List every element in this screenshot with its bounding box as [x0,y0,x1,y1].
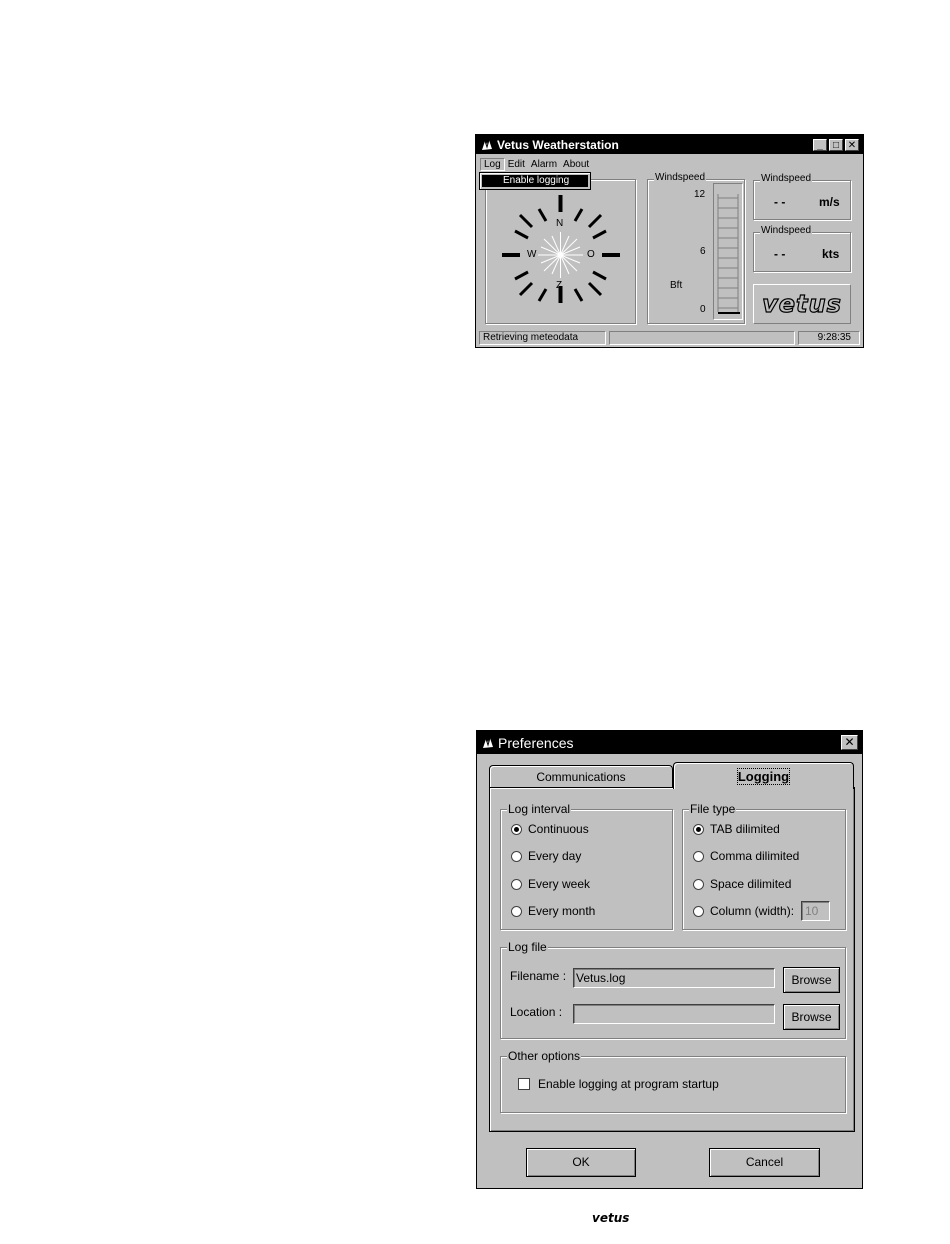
close-button[interactable]: ✕ [845,139,859,151]
log-interval-label: Log interval [508,802,571,816]
vetus-logo-panel [753,284,851,324]
log-dropdown-menu [479,172,591,190]
status-time-pane [798,331,860,345]
radio-every-week[interactable] [511,877,590,891]
other-options-group [500,1049,846,1113]
column-width-input[interactable] [801,901,830,921]
compass-east-label: O [587,249,595,260]
tab-logging[interactable] [673,762,854,789]
menu-about[interactable]: About [563,158,590,170]
weatherstation-titlebar[interactable] [476,135,863,154]
compass-north-label: N [556,218,564,229]
compass-rose [486,180,635,323]
menu-alarm[interactable]: Alarm [530,158,558,170]
tab-logging-label: Logging [737,769,790,784]
filename-label: Filename : [510,969,567,983]
radio-space-delimited[interactable] [693,877,791,891]
window-title: Vetus Weatherstation [497,137,619,152]
vetus-app-icon[interactable] [481,736,495,750]
bft-tick-6: 6 [700,246,706,257]
weatherstation-window [475,134,864,348]
radio-label: Comma dilimited [710,849,800,863]
radio-label: Every day [528,849,582,863]
radio-label: Every week [528,877,591,891]
compass-south-label: Z [556,280,563,291]
startup-logging-checkbox-row[interactable] [518,1077,719,1091]
menu-log[interactable]: Log [480,158,505,171]
radio-button[interactable] [693,824,704,835]
maximize-button[interactable]: □ [829,139,843,151]
minimize-button[interactable]: _ [813,139,827,151]
browse-filename-button[interactable] [783,967,840,993]
radio-button[interactable] [693,906,704,917]
windspeed-kts-value: - - [774,247,786,261]
startup-logging-checkbox[interactable] [518,1078,530,1090]
radio-label: Continuous [528,822,589,836]
cancel-button[interactable] [709,1148,820,1177]
bft-tick-0: 0 [700,304,706,315]
preferences-titlebar[interactable] [477,731,862,754]
windspeed-kts-panel [753,225,851,272]
dialog-title: Preferences [498,734,574,751]
column-width-value: 10 [805,904,819,918]
status-text: Retrieving meteodata [483,332,579,343]
windspeed-kts-label: Windspeed [761,225,812,236]
file-type-group [682,802,846,930]
close-button[interactable]: ✕ [841,735,858,750]
radio-tab-delimited[interactable] [693,822,780,836]
tab-communications[interactable] [489,765,673,787]
footer-vetus-logo: vetus [592,1211,630,1225]
log-interval-group [500,802,673,930]
menu-item-enable-logging[interactable]: Enable logging [482,175,588,187]
log-file-group [500,940,846,1039]
vetus-app-icon[interactable] [480,138,494,152]
location-label: Location : [510,1005,563,1019]
browse-label: Browse [791,1010,832,1024]
status-text-pane [479,331,606,345]
windspeed-ms-label: Windspeed [761,173,812,184]
radio-button[interactable] [511,906,522,917]
radio-label: TAB dilimited [710,822,780,836]
windspeed-kts-unit: kts [822,247,840,261]
radio-button[interactable] [511,824,522,835]
wind-direction-panel [485,179,636,324]
browse-label: Browse [791,973,832,987]
windspeed-bft-label: Windspeed [655,172,706,183]
radio-comma-delimited[interactable] [693,849,799,863]
radio-label: Every month [528,904,596,918]
windspeed-ms-unit: m/s [819,195,840,209]
radio-every-month[interactable] [511,904,595,918]
radio-button[interactable] [511,851,522,862]
ok-label: OK [572,1155,590,1169]
radio-column-width[interactable] [693,904,794,918]
cancel-label: Cancel [745,1155,784,1169]
filename-value: Vetus.log [576,971,626,985]
bft-gauge-bar [713,183,743,320]
startup-logging-label: Enable logging at program startup [538,1077,719,1091]
other-options-label: Other options [508,1049,581,1063]
radio-button[interactable] [693,851,704,862]
vetus-logo: vetus [762,290,842,318]
menu-bar [480,156,592,172]
compass-west-label: W [527,249,537,260]
status-time: 9:28:35 [817,332,851,343]
file-type-label: File type [690,802,736,816]
browse-location-button[interactable] [783,1004,840,1030]
location-input[interactable] [573,1004,775,1024]
status-middle-pane [609,331,795,345]
windspeed-ms-panel [753,173,851,220]
bft-unit-label: Bft [670,280,683,291]
radio-label: Space dilimited [710,877,792,891]
filename-input[interactable] [573,968,775,988]
ok-button[interactable] [526,1148,636,1177]
windspeed-ms-value: - - [774,195,786,209]
bft-tick-12: 12 [694,189,706,200]
windspeed-bft-panel [647,172,745,324]
preferences-dialog [476,730,863,1189]
log-file-label: Log file [508,940,547,954]
radio-button[interactable] [511,879,522,890]
tab-communications-label: Communications [536,770,626,784]
menu-edit[interactable]: Edit [507,158,525,170]
radio-label: Column (width): [710,904,795,918]
radio-every-day[interactable] [511,849,581,863]
logging-tab-page [489,787,855,1132]
radio-continuous[interactable] [511,822,589,836]
radio-button[interactable] [693,879,704,890]
status-bar [479,331,860,345]
